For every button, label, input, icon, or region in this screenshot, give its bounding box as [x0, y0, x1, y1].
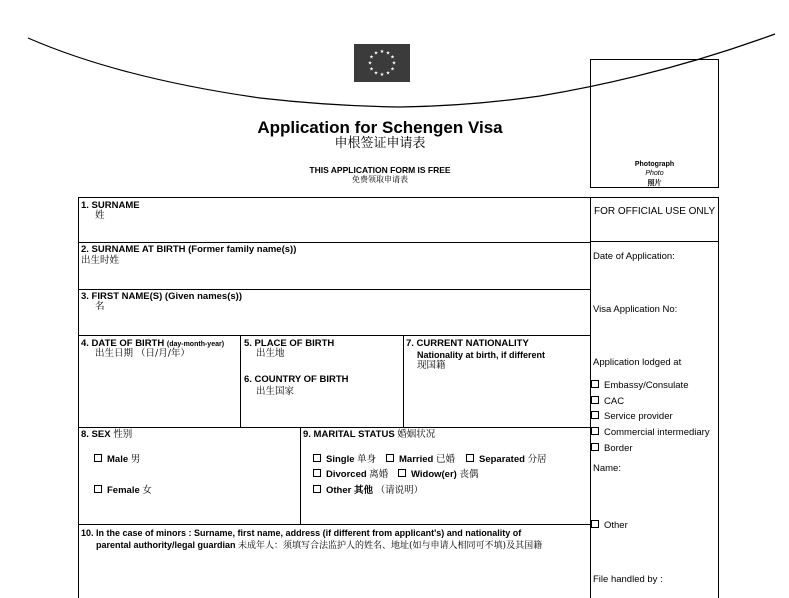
- date-of-birth-label-cn: 出生日期 （日/月/年）: [95, 348, 190, 359]
- form-top-border: [78, 197, 719, 198]
- option-label: Border: [604, 443, 633, 454]
- sex-option-male[interactable]: [94, 454, 140, 466]
- checkbox-icon[interactable]: [591, 380, 599, 388]
- marital-status-label: [303, 429, 435, 441]
- option-label: Single: [326, 454, 355, 465]
- minors-guardian-label-2-text: parental authority/legal guardian: [96, 540, 236, 550]
- row-separator: [78, 242, 590, 243]
- checkbox-icon[interactable]: [591, 427, 599, 435]
- col-separator: [300, 427, 301, 524]
- first-names-field[interactable]: [79, 314, 589, 334]
- current-nationality-label-cn: 现国籍: [417, 360, 446, 371]
- sex-label: [81, 429, 132, 441]
- minors-guardian-field[interactable]: [79, 552, 589, 598]
- eu-stars-icon: [354, 44, 410, 82]
- marital-option-married[interactable]: [386, 454, 455, 466]
- official-use-title: FOR OFFICIAL USE ONLY: [594, 206, 716, 217]
- checkbox-icon[interactable]: [94, 454, 102, 462]
- row-separator: [78, 335, 590, 336]
- row-separator: [78, 289, 590, 290]
- date-of-birth-field[interactable]: [79, 362, 239, 426]
- option-label: Embassy/Consulate: [604, 380, 689, 391]
- form-right-border: [718, 197, 719, 598]
- svg-text:★: ★: [385, 70, 391, 77]
- eu-flag: [354, 44, 410, 82]
- page-title: Application for Schengen Visa: [257, 118, 503, 137]
- option-label: Commercial intermediary: [604, 427, 710, 438]
- country-of-birth-label: 6. COUNTRY OF BIRTH: [244, 374, 349, 385]
- current-nationality-label: 7. CURRENT NATIONALITY: [406, 338, 529, 349]
- lodged-option-service-provider[interactable]: [591, 411, 673, 423]
- option-label-cn: 分居: [527, 454, 547, 465]
- checkbox-icon[interactable]: [591, 443, 599, 451]
- free-notice: THIS APPLICATION FORM IS FREE: [309, 165, 451, 175]
- first-names-label: 3. FIRST NAME(S) (Given names(s)): [81, 291, 242, 302]
- svg-text:★: ★: [373, 50, 379, 57]
- option-label-cn: 男: [130, 454, 141, 465]
- svg-text:★: ★: [385, 50, 391, 57]
- marital-status-label-cn: 婚姻状况: [397, 429, 436, 440]
- checkbox-icon[interactable]: [313, 454, 321, 462]
- date-of-birth-label-text: 4. DATE OF BIRTH: [81, 338, 165, 349]
- svg-text:★: ★: [390, 66, 395, 73]
- svg-text:★: ★: [373, 70, 379, 77]
- option-label: Other: [326, 485, 352, 496]
- option-label: Married: [399, 454, 434, 465]
- option-label: CAC: [604, 396, 625, 407]
- marital-option-other[interactable]: [313, 485, 423, 497]
- sex-label-cn: 性别: [113, 429, 133, 440]
- svg-text:★: ★: [379, 49, 385, 55]
- lodged-option-other[interactable]: [591, 520, 628, 532]
- marital-option-separated[interactable]: [466, 454, 547, 466]
- official-name-label: Name:: [593, 463, 621, 474]
- option-label: Divorced: [326, 469, 367, 480]
- surname-label-cn: 姓: [95, 210, 105, 221]
- checkbox-icon[interactable]: [591, 396, 599, 404]
- lodged-option-cac[interactable]: [591, 396, 624, 408]
- official-separator: [590, 241, 719, 242]
- photo-label-cn: 照片: [647, 178, 662, 187]
- application-lodged-at-label: Application lodged at: [593, 357, 682, 368]
- sex-option-female[interactable]: [94, 485, 152, 497]
- surname-field[interactable]: [79, 222, 589, 241]
- minors-guardian-label-cn: 未成年人：须填写合法监护人的姓名、地址(如与申请人相同可不填)及其国籍: [238, 541, 543, 551]
- first-names-label-cn: 名: [95, 301, 105, 312]
- svg-text:★: ★: [367, 60, 373, 67]
- checkbox-icon[interactable]: [386, 454, 394, 462]
- marital-option-single[interactable]: [313, 454, 376, 466]
- option-label-cn: 单身: [357, 454, 377, 465]
- row-separator: [78, 524, 590, 525]
- option-label: Separated: [479, 454, 525, 465]
- checkbox-icon[interactable]: [466, 454, 474, 462]
- country-of-birth-label-cn: 出生国家: [256, 386, 295, 397]
- place-of-birth-label-cn: 出生地: [256, 348, 285, 359]
- visa-application-no-label: Visa Application No:: [593, 304, 678, 315]
- col-separator-tick: [240, 370, 241, 371]
- free-notice-cn: 免费领取申请表: [352, 175, 408, 184]
- option-label-cn: 其他: [353, 485, 373, 496]
- photo-label-it: Photo: [645, 170, 664, 177]
- surname-at-birth-field[interactable]: [79, 268, 589, 288]
- checkbox-icon[interactable]: [398, 469, 406, 477]
- col-separator: [240, 335, 241, 427]
- lodged-option-embassy[interactable]: [591, 380, 688, 392]
- svg-text:★: ★: [391, 60, 397, 67]
- page-title-cn: 申根签证申请表: [334, 136, 426, 151]
- svg-text:★: ★: [369, 54, 374, 61]
- option-label-cn: 女: [142, 485, 152, 496]
- col-separator: [403, 335, 404, 427]
- option-label: Widow(er): [411, 469, 457, 480]
- option-note-cn: （请说明）: [375, 485, 424, 496]
- date-of-birth-hint: (day-month-year): [166, 341, 225, 348]
- row-separator: [78, 427, 590, 428]
- option-label: Other: [604, 520, 628, 531]
- lodged-option-commercial[interactable]: [591, 427, 710, 439]
- surname-at-birth-label: 2. SURNAME AT BIRTH (Former family name(s)): [81, 244, 297, 255]
- file-handled-by-label: File handled by :: [593, 574, 663, 585]
- minors-guardian-label-2: [96, 539, 542, 552]
- checkbox-icon[interactable]: [94, 485, 102, 493]
- checkbox-icon[interactable]: [313, 469, 321, 477]
- svg-text:★: ★: [390, 54, 395, 61]
- option-label: Male: [107, 454, 129, 465]
- photo-label: Photograph: [634, 161, 675, 168]
- place-of-birth-label: 5. PLACE OF BIRTH: [244, 338, 335, 349]
- option-label-cn: 丧偶: [459, 469, 479, 480]
- surname-label: 1. SURNAME: [81, 200, 140, 211]
- nationality-at-birth-label: Nationality at birth, if different: [417, 350, 546, 360]
- date-of-application-label: Date of Application:: [593, 251, 675, 262]
- minors-guardian-label: 10. In the case of minors : Surname, first name, address (if different from applicant's) and nationality of: [81, 528, 522, 538]
- photo-box: [590, 59, 719, 188]
- surname-at-birth-label-cn: 出生时姓: [81, 255, 120, 266]
- marital-option-widow[interactable]: [398, 469, 478, 481]
- option-label: Service provider: [604, 411, 673, 422]
- sex-label-text: 8. SEX: [81, 429, 111, 440]
- checkbox-icon[interactable]: [313, 485, 321, 493]
- option-label: Female: [107, 485, 140, 496]
- option-label-cn: 已婚: [435, 454, 455, 465]
- checkbox-icon[interactable]: [591, 520, 599, 528]
- lodged-option-border[interactable]: [591, 443, 633, 455]
- svg-text:★: ★: [369, 66, 374, 73]
- option-label-cn: 离婚: [369, 469, 389, 480]
- checkbox-icon[interactable]: [591, 411, 599, 419]
- marital-status-label-text: 9. MARITAL STATUS: [303, 429, 395, 440]
- marital-option-divorced[interactable]: [313, 469, 388, 481]
- svg-text:★: ★: [379, 72, 385, 78]
